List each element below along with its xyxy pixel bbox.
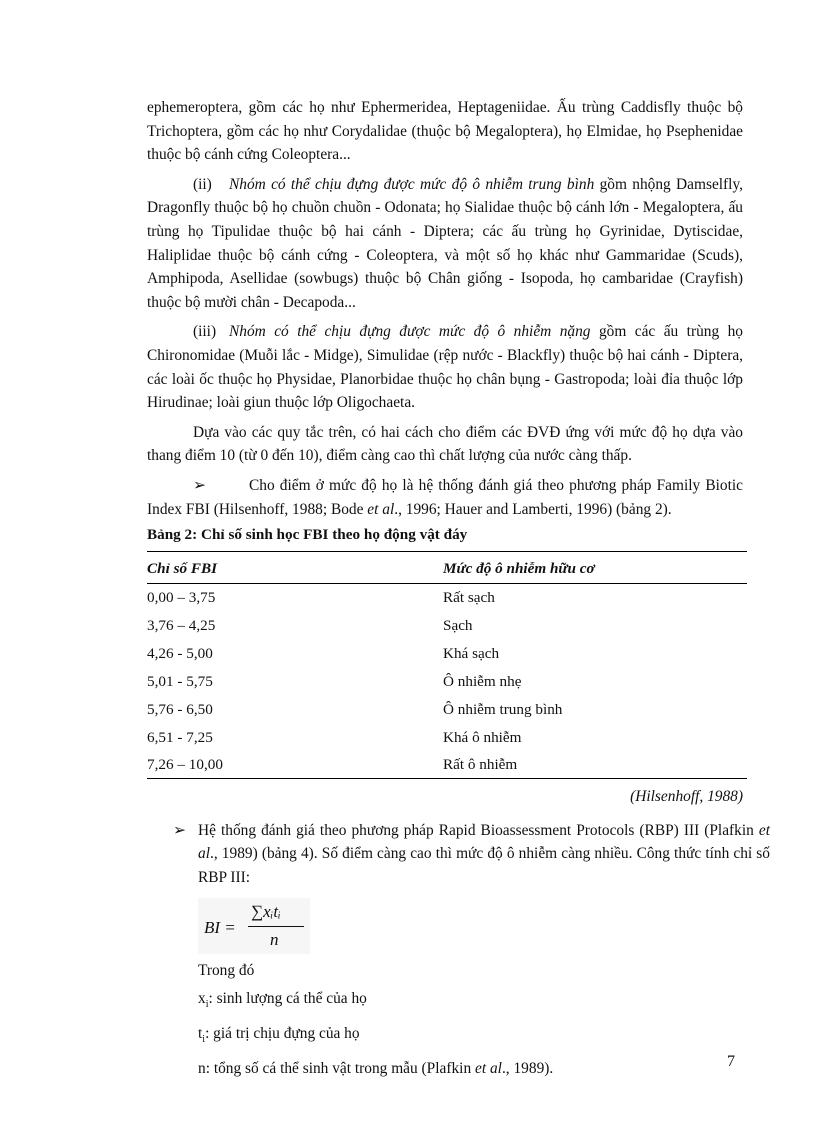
table-cell: Sạch bbox=[443, 617, 473, 635]
rbp-bullet-text bbox=[198, 819, 770, 890]
group-iii-lead: Nhóm có thể chịu đựng được mức độ ô nhiễm nặng bbox=[229, 323, 591, 341]
table-cell: 0,00 – 3,75 bbox=[147, 589, 216, 607]
table-cell: Khá ô nhiễm bbox=[443, 729, 522, 747]
table-row bbox=[147, 724, 747, 752]
group-ii-text: gồm nhộng Damselfly, Dragonfly thuộc bộ họ chuồn chuồn - Odonata; họ Sialidae thuộc bộ cánh lớn - Megaloptera, ấu trùng họ Tipulidae thuộc bộ hai cánh - Diptera; các ấu trùng họ Gyrinidae, Dytiscidae, Haliplidae thuộc bộ cánh cứng - Coleoptera, và một số họ khác như Gammaridae (Scuds), Amphipoda, Asellidae (sowbugs) thuộc bộ Chân giống - Isopoda, họ cambaridae (Crayfish) thuộc bộ mười chân - Decapoda... bbox=[147, 175, 743, 311]
table-header-row bbox=[147, 551, 747, 584]
table-cell: 3,76 – 4,25 bbox=[147, 617, 216, 635]
page-number: 7 bbox=[727, 1053, 735, 1070]
t-definition: : giá trị chịu đựng của họ bbox=[205, 1024, 360, 1042]
table-cell: 5,76 - 6,50 bbox=[147, 701, 213, 719]
rbp-text-b: ., 1989) (bảng 4). Số điểm càng cao thì mức độ ô nhiễm càng nhiều. Công thức tính chỉ số RBP III: bbox=[198, 845, 770, 887]
table-row bbox=[147, 584, 747, 613]
table-cell: 6,51 - 7,25 bbox=[147, 729, 213, 747]
definition-t bbox=[198, 1022, 743, 1052]
rbp-bullet bbox=[173, 819, 770, 890]
bi-formula bbox=[198, 898, 310, 954]
table-cell: 7,26 – 10,00 bbox=[147, 752, 443, 779]
group-ii-paragraph bbox=[147, 173, 743, 315]
arrow-bullet-icon: ➢ bbox=[173, 821, 186, 839]
group-ii-marker: (ii) bbox=[193, 175, 212, 193]
table-row bbox=[147, 696, 747, 724]
x-subscript: i bbox=[205, 999, 209, 1011]
group-iii-paragraph bbox=[147, 320, 743, 414]
table-cell: 4,26 - 5,00 bbox=[147, 645, 213, 663]
formula-fraction-bar bbox=[248, 926, 304, 927]
table-caption: Bảng 2: Chỉ số sinh học FBI theo họ động vật đáy bbox=[147, 526, 468, 544]
formula-lhs: BI = bbox=[204, 917, 236, 937]
n-definition-a: n: tổng số cá thể sinh vật trong mẫu (Plafkin bbox=[198, 1059, 475, 1077]
table-source: (Hilsenhoff, 1988) bbox=[630, 788, 743, 806]
table-row bbox=[147, 640, 747, 668]
definitions bbox=[198, 959, 743, 1081]
table-cell: Rất ô nhiễm bbox=[443, 752, 747, 779]
rbp-text-a: Hệ thống đánh giá theo phương pháp Rapid Bioassessment Protocols (RBP) III (Plafkin bbox=[198, 821, 759, 839]
group-iii-text: gồm các ấu trùng họ Chironomidae (Muỗi lắc - Midge), Simulidae (rệp nước - Blackfly) thuộc bộ hai cánh - Diptera, các loài ốc thuộc họ Physidae, Planorbidae thuộc họ chân bụng - Gastropoda; loài đỉa thuộc lớp Hirudinae; loài giun thuộc lớp Oligochaeta. bbox=[147, 323, 743, 412]
fbi-table bbox=[147, 551, 747, 780]
definition-x bbox=[198, 987, 743, 1017]
scoring-paragraph: Dựa vào các quy tắc trên, có hai cách cho điểm các ĐVĐ ứng với mức độ họ dựa vào thang điểm 10 (từ 0 đến 10), điểm càng cao thì chất lượng của nước càng thấp. bbox=[147, 423, 743, 465]
formula-numerator: ∑xᵢtᵢ bbox=[251, 901, 281, 921]
intro-paragraph: ephemeroptera, gồm các họ như Ephermeridea, Heptageniidae. Ấu trùng Caddisfly thuộc bộ Trichoptera, gồm các họ như Corydalidae (thuộc bộ Megaloptera), họ Elmidae, họ Psephenidae thuộc bộ cánh cứng Coleoptera... bbox=[147, 99, 743, 164]
group-iii-marker: (iii) bbox=[193, 323, 217, 341]
t-symbol: t bbox=[198, 1024, 203, 1042]
fbi-bullet-paragraph bbox=[147, 474, 743, 521]
x-definition: : sinh lượng cá thể của họ bbox=[208, 990, 367, 1008]
table-row bbox=[147, 752, 747, 779]
arrow-bullet-icon: ➢ bbox=[193, 476, 206, 494]
n-definition-b: ., 1989). bbox=[501, 1059, 554, 1077]
group-ii-lead: Nhóm có thể chịu đựng được mức độ ô nhiễm trung bình bbox=[229, 175, 595, 193]
formula-denominator: n bbox=[270, 929, 279, 949]
definitions-title: Trong đó bbox=[198, 961, 255, 979]
t-subscript: i bbox=[202, 1034, 206, 1045]
fbi-bullet-text-a: Cho điểm ở mức độ họ là hệ thống đánh giá theo phương pháp Family Biotic Index FBI (Hilsenhoff, 1988; Bode bbox=[147, 476, 743, 518]
table-header-index: Chỉ số FBI bbox=[147, 551, 443, 584]
definition-n bbox=[198, 1057, 743, 1081]
fbi-bullet-et-al: et al bbox=[367, 500, 395, 518]
table-cell: Rất sạch bbox=[443, 589, 495, 607]
x-symbol: x bbox=[198, 990, 206, 1008]
table-row bbox=[147, 612, 747, 640]
table-header-pollution: Mức độ ô nhiễm hữu cơ bbox=[443, 551, 747, 584]
page-body bbox=[147, 96, 770, 1080]
table-cell: Ô nhiễm trung bình bbox=[443, 701, 563, 719]
table-cell: Khá sạch bbox=[443, 645, 500, 663]
table-row bbox=[147, 668, 747, 696]
table-cell: 5,01 - 5,75 bbox=[147, 673, 213, 691]
n-et-al: et al bbox=[475, 1059, 502, 1077]
table-cell: Ô nhiễm nhẹ bbox=[443, 673, 522, 691]
fbi-bullet-text-b: ., 1996; Hauer and Lamberti, 1996) (bảng 2). bbox=[394, 500, 672, 518]
rbp-et-al: et al bbox=[198, 821, 770, 863]
